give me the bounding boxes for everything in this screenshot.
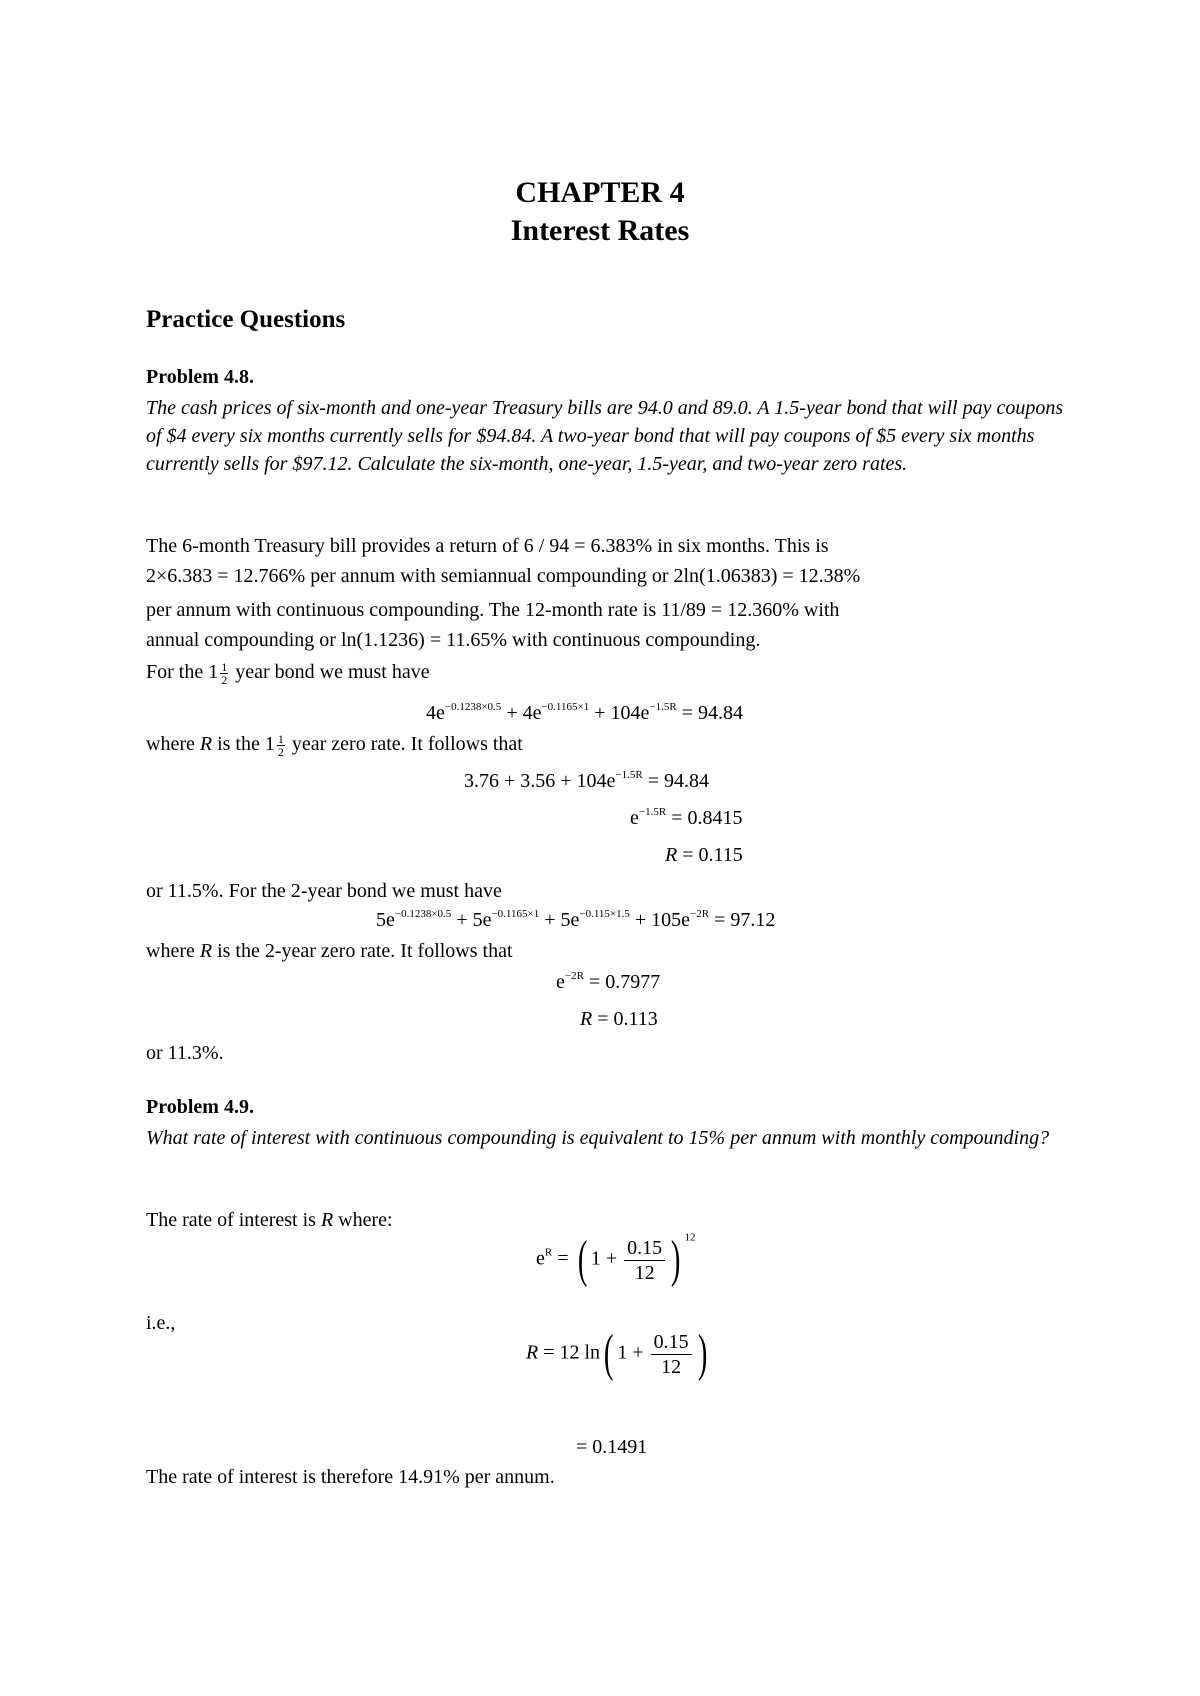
solution-text: For the 1 (146, 661, 219, 684)
solution-text: The rate of interest is (146, 1209, 321, 1231)
eq-exponent: R (544, 1246, 553, 1259)
fraction-denominator: 12 (661, 1355, 682, 1378)
equation-bond-1-5 (426, 702, 743, 725)
solution-line-1 (146, 535, 829, 558)
right-paren: ) (671, 1231, 681, 1288)
equation-bond-2 (376, 909, 775, 932)
solution-line-2 (146, 565, 860, 588)
math-expression: 11/89 = 12.360% (661, 599, 799, 621)
equation-step-5 (580, 1008, 658, 1031)
fraction (651, 1330, 692, 1379)
equation-continuous-rate (536, 1231, 696, 1288)
eq-term: + 104e (589, 702, 650, 724)
solution-text: per annum with semiannual compounding or (305, 565, 674, 587)
fraction-half (277, 733, 285, 758)
solution-line-3 (146, 599, 839, 622)
fraction-numerator: 1 (277, 732, 284, 746)
math-expression: 6 / 94 = 6.383% (523, 535, 653, 557)
eq-rhs: = 0.8415 (666, 807, 743, 829)
fraction-numerator: 0.15 (624, 1236, 665, 1261)
eq-exponent: −1.5R (615, 769, 643, 781)
fraction-denominator: 2 (221, 673, 228, 687)
chapter-number: CHAPTER 4 (515, 176, 685, 209)
eq-exponent: −0.115×1.5 (579, 908, 630, 920)
eq-exponent: −2R (690, 908, 710, 920)
solution-line-8 (146, 940, 513, 963)
eq-exponent: 12 (684, 1231, 696, 1244)
left-paren: ( (603, 1325, 614, 1382)
eq-exponent: −0.1238×0.5 (394, 908, 452, 920)
equation-step-3 (665, 844, 743, 867)
eq-exponent: −0.1238×0.5 (444, 701, 502, 713)
eq-term: e (630, 807, 639, 829)
eq-term: 5e (376, 909, 395, 931)
p49-line-1 (146, 1209, 393, 1232)
eq-rhs: = 94.84 (676, 702, 743, 724)
eq-term: e (536, 1247, 545, 1270)
solution-line-7: or 11.5%. For the 2-year bond we must have (146, 880, 502, 902)
fraction-denominator: 12 (634, 1261, 655, 1284)
solution-text: with continuous compounding. (507, 629, 761, 651)
eq-exponent: −2R (564, 970, 584, 982)
variable-r: R (199, 940, 213, 962)
eq-rhs: = 97.12 (709, 909, 776, 931)
math-expression: ln(1.1236) = 11.65% (340, 629, 508, 651)
variable-r: R (320, 1209, 334, 1231)
solution-line-9: or 11.3%. (146, 1042, 224, 1064)
eq-term: = (552, 1247, 574, 1270)
equation-step-2 (630, 807, 742, 830)
section-heading: Practice Questions (146, 306, 346, 333)
problem-4-8-heading: Problem 4.8. (146, 366, 254, 388)
solution-text: is the 1 (212, 733, 275, 756)
eq-term: + 5e (539, 909, 580, 931)
solution-text: per annum with continuous compounding. The 12-month rate is (146, 599, 662, 621)
eq-rhs: = 0.113 (592, 1008, 658, 1030)
eq-exponent: −0.1165×1 (491, 908, 540, 920)
eq-term: e (556, 971, 565, 993)
eq-term: + 5e (451, 909, 492, 931)
equation-step-4 (556, 971, 660, 994)
eq-term: + 4e (501, 702, 542, 724)
p49-line-2: i.e., (146, 1312, 176, 1334)
solution-text: annual compounding or (146, 629, 341, 651)
problem-4-9-question: What rate of interest with continuous compounding is equivalent to 15% per annum with monthly compounding? (146, 1127, 1050, 1149)
solution-text: year zero rate. It follows that (286, 733, 523, 756)
fraction (624, 1236, 665, 1285)
solution-text: year bond we must have (230, 661, 430, 684)
eq-term: 1 + (590, 1247, 623, 1270)
solution-text: The 6-month Treasury bill provides a return of (146, 535, 524, 557)
eq-exponent: −1.5R (649, 701, 677, 713)
solution-line-5 (146, 661, 430, 686)
math-expression: 2×6.383 = 12.766% (146, 565, 306, 587)
left-paren: ( (577, 1231, 587, 1288)
variable-r: R (199, 733, 213, 756)
eq-term: + 105e (629, 909, 691, 931)
eq-term: R (665, 844, 678, 866)
solution-text: is the 2-year zero rate. It follows that (212, 940, 513, 962)
problem-4-9-heading: Problem 4.9. (146, 1096, 254, 1118)
fraction-half (220, 661, 228, 686)
eq-exponent: −0.1165×1 (541, 701, 590, 713)
solution-text: where (146, 940, 200, 962)
eq-rhs: = 0.115 (677, 844, 743, 866)
solution-text: in six months. This is (652, 535, 829, 557)
eq-rhs: = 0.7977 (583, 971, 661, 993)
right-paren: ) (697, 1325, 708, 1382)
fraction-numerator: 1 (221, 660, 228, 674)
eq-term: 1 + (617, 1341, 649, 1364)
solution-text: with (798, 599, 840, 621)
math-expression: 2ln(1.06383) = 12.38% (673, 565, 861, 587)
eq-exponent: −1.5R (638, 806, 667, 818)
solution-line-4 (146, 629, 760, 652)
fraction-numerator: 0.15 (651, 1330, 692, 1355)
eq-term: = 12 ln (538, 1341, 601, 1364)
solution-line-6 (146, 733, 523, 758)
chapter-title: Interest Rates (510, 214, 690, 247)
fraction-denominator: 2 (277, 745, 284, 759)
solution-text: where: (333, 1209, 393, 1231)
eq-term: R (526, 1341, 539, 1364)
eq-term: 3.76 + 3.56 + 104e (464, 770, 616, 792)
eq-term: 4e (426, 702, 445, 724)
equation-r-solution (526, 1325, 711, 1382)
eq-term: R (580, 1008, 593, 1030)
equation-result: = 0.1491 (576, 1436, 648, 1458)
equation-step-1 (464, 770, 709, 793)
eq-rhs: = 94.84 (642, 770, 710, 792)
solution-text: where (146, 733, 200, 756)
problem-4-8-question: The cash prices of six-month and one-year Treasury bills are 94.0 and 89.0. A 1.5-year bond that will pay coupons of $4 every six months currently sells for $94.84. A two-year bond that will pay coupons of $5 every six months currently sells for $97.12. Calculate the six-month, one-year, 1.5-year, and two-year zero rates. (146, 397, 1064, 475)
p49-conclusion: The rate of interest is therefore 14.91% per annum. (146, 1466, 555, 1488)
